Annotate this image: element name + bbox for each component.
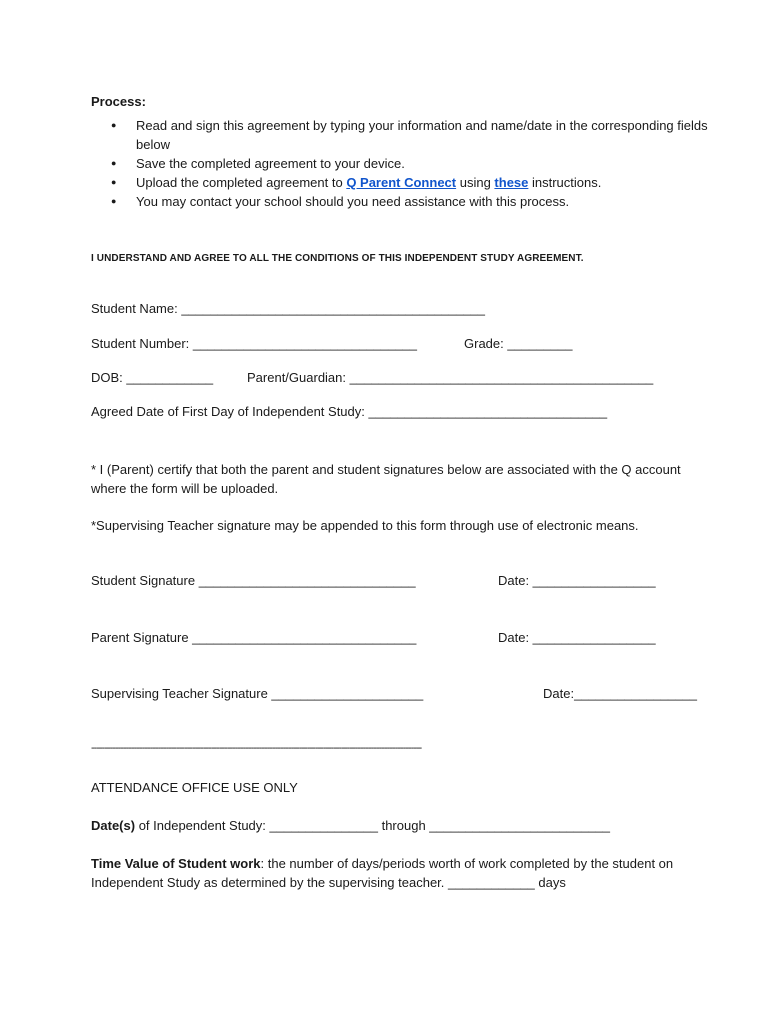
time-value-label: Time Value of Student work <box>91 856 261 871</box>
student-signature-field[interactable]: Student Signature ______________________________ <box>91 573 416 588</box>
time-value-field[interactable] <box>91 854 681 892</box>
q-parent-connect-link[interactable]: Q Parent Connect <box>346 175 457 190</box>
step-read-sign: ● Read and sign this agreement by typing your information and name/date in the corresponding fields below <box>108 116 718 154</box>
student-name-field[interactable]: Student Name: __________________________________________ <box>91 301 485 316</box>
dates-label: Date(s) <box>91 818 136 833</box>
process-heading: Process: <box>91 94 146 109</box>
step-upload-text-mid: using <box>456 175 495 190</box>
parent-signature-field[interactable]: Parent Signature _______________________________ <box>91 630 417 645</box>
parent-guardian-field[interactable]: Parent/Guardian: __________________________________________ <box>247 370 654 385</box>
teacher-signature-date-field[interactable]: Date:_________________ <box>543 686 697 701</box>
dates-of-study-field[interactable] <box>91 818 610 833</box>
time-value-text: : the number of days/periods worth of work completed by the student on Independent Study as determined by the supervising teacher. ____________ days <box>91 856 674 890</box>
step-save: ● Save the completed agreement to your device. <box>108 154 718 173</box>
parent-certify-note: * I (Parent) certify that both the parent and student signatures below are associated with the Q account where the form will be uploaded. <box>91 462 681 496</box>
step-upload-text-post: instructions. <box>528 175 602 190</box>
step-upload <box>108 173 718 192</box>
agreed-date-field[interactable]: Agreed Date of First Day of Independent Study: _________________________________ <box>91 404 608 419</box>
process-steps-list <box>108 116 718 211</box>
parent-signature-date-field[interactable]: Date: _________________ <box>498 630 656 645</box>
student-signature-date-field[interactable]: Date: _________________ <box>498 573 656 588</box>
dates-text: of Independent Study: _______________ through _________________________ <box>135 818 611 833</box>
step-contact-school: ● You may contact your school should you need assistance with this process. <box>108 192 718 211</box>
teacher-signature-field[interactable]: Supervising Teacher Signature _____________________ <box>91 686 424 701</box>
teacher-signature-note: *Supervising Teacher signature may be appended to this form through use of electronic means. <box>91 518 639 533</box>
dob-field[interactable]: DOB: ____________ <box>91 370 214 385</box>
section-divider: ---------------------------------------------------------------------------------------------------------------------------- <box>91 742 422 754</box>
agreement-statement: I UNDERSTAND AND AGREE TO ALL THE CONDITIONS OF THIS INDEPENDENT STUDY AGREEMENT. <box>91 253 584 264</box>
attendance-office-heading: ATTENDANCE OFFICE USE ONLY <box>91 780 298 795</box>
step-upload-text-pre: Upload the completed agreement to <box>136 175 347 190</box>
student-number-field[interactable]: Student Number: _______________________________ <box>91 336 418 351</box>
instructions-link[interactable]: these <box>494 175 529 190</box>
grade-field[interactable]: Grade: _________ <box>464 336 573 351</box>
